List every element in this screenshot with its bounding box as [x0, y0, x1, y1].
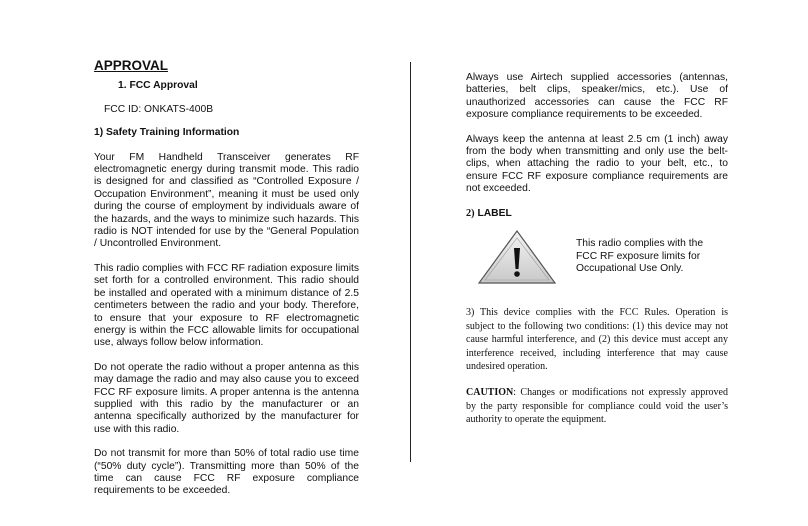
safety-paragraph-2: This radio complies with FCC RF radiation exposure limits set forth for a controlled environment. This radio should be installed and operated with a minimum distance of 2.5 centimeters between the radio and your body. Therefore, to ensure that your exposure to RF electromagnetic energy is within the FCC allowable limits for occupational use, always follow below information.	[94, 262, 359, 349]
label-text: This radio complies with the FCC RF exposure limits for Occupational Use Only.	[576, 238, 704, 275]
caution-word: CAUTION	[466, 387, 514, 399]
fcc-id: FCC ID: ONKATS-400B	[104, 103, 214, 115]
caution-text: : Changes or modifications not expressly approved by the party responsible for compliance could void the user’s authority to operate the equipment.	[466, 387, 728, 426]
label-heading	[466, 208, 728, 220]
left-column	[94, 60, 359, 510]
fcc-approval-heading: 1. FCC Approval	[118, 80, 198, 92]
safety-paragraph-3: Do not operate the radio without a proper antenna as this may damage the radio and may also cause you to exceed FCC RF exposure limits. A proper antenna is the antenna supplied with this radio by the manufacturer or an antenna specifically authorized by the manufacturer for use with this radio.	[94, 361, 359, 435]
right-column	[466, 72, 728, 437]
caution-paragraph	[466, 386, 728, 427]
safety-paragraph-1: Your FM Handheld Transceiver generates RF electromagnetic energy during transmit mode. This radio is designed for and classified as “Controlled Exposure / Occupation Environment”, meaning it must be used only during the course of employment by individuals aware of the hazards, and the ways to minimize such hazards. This radio is NOT intended for use by the “General Population / Uncontrolled Environment.	[94, 151, 359, 250]
label-word: LABEL	[477, 207, 512, 219]
approval-heading: APPROVAL	[94, 58, 169, 73]
accessories-paragraph: Always use Airtech supplied accessories (antennas, batteries, belt clips, speaker/mics, etc.). Use of unauthorized accessories can cause the FCC RF exposure compliance requirements to be exceeded.	[466, 72, 728, 121]
warning-triangle-icon	[476, 228, 558, 286]
column-divider	[410, 62, 411, 462]
label-number: 2)	[466, 207, 475, 219]
antenna-distance-paragraph: Always keep the antenna at least 2.5 cm (1 inch) away from the body when transmitting and only use the belt-clips, when attaching the radio to your belt, etc., to ensure FCC RF exposure compliance requirements are not exceeded.	[466, 133, 728, 195]
label-box	[466, 228, 728, 286]
fcc-rules-paragraph: 3) This device complies with the FCC Rules. Operation is subject to the following two conditions: (1) this device may not cause harmful interference, and (2) this device must accept any interference received, including interference that may cause undesired operation.	[466, 307, 728, 373]
safety-training-title: 1) Safety Training Information	[94, 127, 240, 139]
safety-paragraph-4: Do not transmit for more than 50% of total radio use time (“50% duty cycle”). Transmitting more than 50% of the time can cause FCC RF exposure compliance requirements to be exceeded.	[94, 448, 359, 497]
